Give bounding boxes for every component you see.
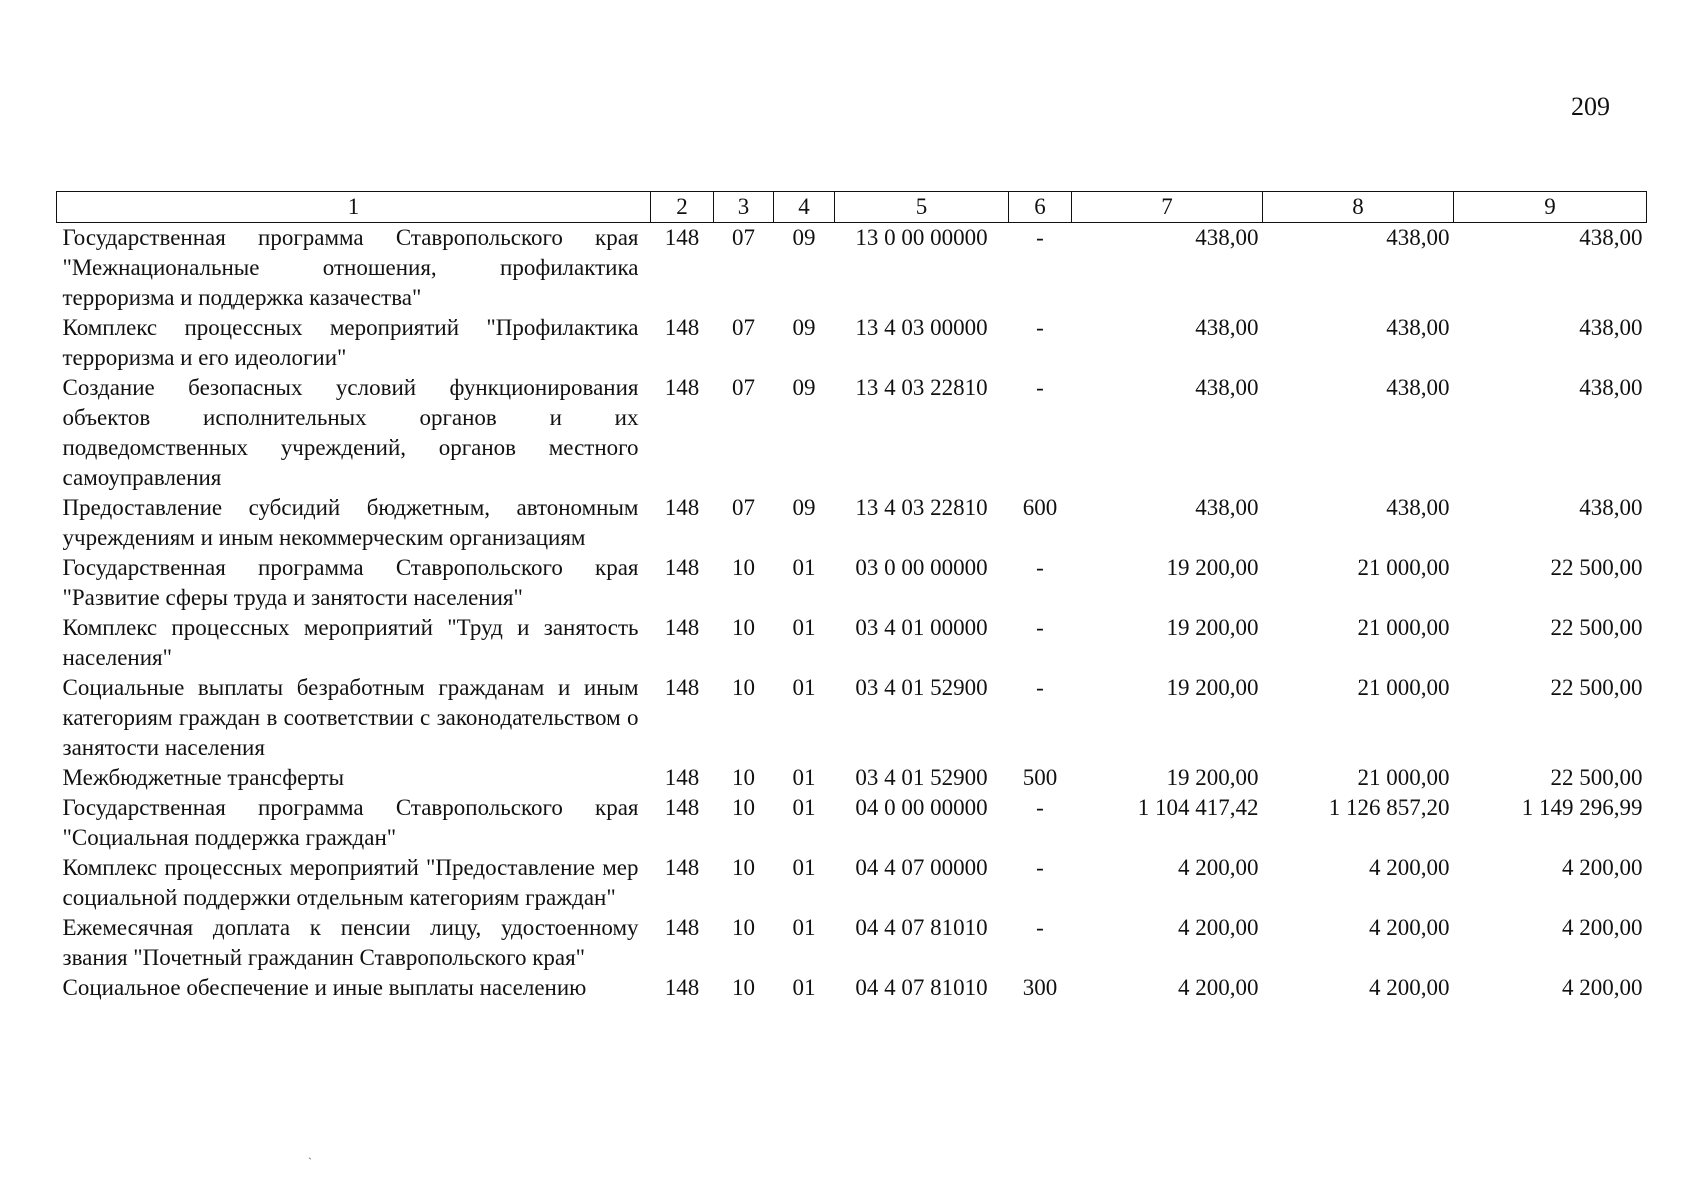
amount-col-9: 4 200,00 [1562, 855, 1643, 880]
amount-col-8: 21 000,00 [1357, 765, 1450, 790]
amount-col-9: 22 500,00 [1550, 675, 1643, 700]
amount-col-8: 21 000,00 [1357, 555, 1450, 580]
scan-artifact: ˎ [308, 1146, 312, 1160]
ministry-code: 148 [664, 555, 700, 580]
amount-col-7: 19 200,00 [1166, 765, 1259, 790]
amount-col-7: 438,00 [1195, 315, 1259, 340]
column-header: 6 [1009, 192, 1072, 223]
amount-col-7: 19 200,00 [1166, 675, 1259, 700]
ministry-code: 148 [664, 765, 700, 790]
amount-col-8: 438,00 [1386, 375, 1450, 400]
expense-type-code: - [1036, 675, 1044, 700]
ministry-code: 148 [664, 615, 700, 640]
row-name: Государственная программа Ставропольского края "Межнациональные отношения, профилактика терроризма и поддержка казачества" [62, 225, 639, 310]
target-article-code: 04 0 00 00000 [855, 795, 988, 820]
target-article-code: 04 4 07 81010 [855, 915, 988, 940]
row-name: Комплекс процессных мероприятий "Предоставление мер социальной поддержки отдельным категориям граждан" [62, 855, 639, 910]
section-code: 10 [732, 855, 755, 880]
target-article-code: 13 4 03 22810 [855, 495, 988, 520]
table-row [57, 673, 1647, 763]
row-name: Предоставление субсидий бюджетным, автономным учреждениям и иным некоммерческим организациям [62, 495, 639, 550]
target-article-code: 03 0 00 00000 [855, 555, 988, 580]
amount-col-8: 4 200,00 [1369, 855, 1450, 880]
target-article-code: 03 4 01 52900 [855, 675, 988, 700]
table-row [57, 313, 1647, 373]
amount-col-9: 438,00 [1579, 315, 1643, 340]
expense-type-code: - [1036, 555, 1044, 580]
section-code: 07 [732, 315, 755, 340]
subsection-code: 01 [792, 795, 816, 820]
amount-col-7: 438,00 [1195, 375, 1259, 400]
column-header: 7 [1072, 192, 1263, 223]
page-number: 209 [1571, 92, 1610, 121]
target-article-code: 13 4 03 22810 [855, 375, 988, 400]
subsection-code: 01 [792, 975, 816, 1000]
column-header: 2 [651, 192, 714, 223]
row-name: Создание безопасных условий функционирования объектов исполнительных органов и их подведомственных учреждений, органов местного самоуправления [62, 375, 639, 490]
table-row [57, 853, 1647, 913]
row-name: Комплекс процессных мероприятий "Профилактика терроризма и его идеологии" [62, 315, 639, 370]
amount-col-8: 1 126 857,20 [1328, 795, 1450, 820]
expense-type-code: - [1036, 225, 1044, 250]
ministry-code: 148 [664, 375, 700, 400]
amount-col-7: 19 200,00 [1166, 615, 1259, 640]
amount-col-7: 4 200,00 [1178, 855, 1259, 880]
row-name: Ежемесячная доплата к пенсии лицу, удостоенному звания "Почетный гражданин Ставропольского края" [62, 915, 639, 970]
target-article-code: 04 4 07 00000 [855, 855, 988, 880]
ministry-code: 148 [664, 795, 700, 820]
target-article-code: 13 4 03 00000 [855, 315, 988, 340]
amount-col-8: 438,00 [1386, 225, 1450, 250]
amount-col-7: 1 104 417,42 [1137, 795, 1259, 820]
column-header: 5 [835, 192, 1009, 223]
table-row [57, 913, 1647, 973]
amount-col-8: 438,00 [1386, 315, 1450, 340]
expense-type-code: 300 [1022, 975, 1058, 1000]
subsection-code: 01 [792, 855, 816, 880]
amount-col-7: 19 200,00 [1166, 555, 1259, 580]
target-article-code: 13 0 00 00000 [855, 225, 988, 250]
subsection-code: 01 [792, 915, 816, 940]
amount-col-9: 4 200,00 [1562, 975, 1643, 1000]
target-article-code: 04 4 07 81010 [855, 975, 988, 1000]
column-header: 1 [57, 192, 651, 223]
section-code: 10 [732, 915, 755, 940]
amount-col-8: 438,00 [1386, 495, 1450, 520]
section-code: 10 [732, 765, 755, 790]
table-header [57, 192, 1647, 223]
subsection-code: 09 [792, 225, 816, 250]
amount-col-9: 438,00 [1579, 225, 1643, 250]
header-row [57, 192, 1647, 223]
column-header: 4 [774, 192, 835, 223]
subsection-code: 01 [792, 765, 816, 790]
ministry-code: 148 [664, 855, 700, 880]
section-code: 10 [732, 795, 755, 820]
expense-type-code: - [1036, 615, 1044, 640]
target-article-code: 03 4 01 52900 [855, 765, 988, 790]
row-name: Комплекс процессных мероприятий "Труд и занятость населения" [62, 615, 639, 670]
row-name: Социальное обеспечение и иные выплаты населению [62, 975, 587, 1000]
section-code: 07 [732, 225, 755, 250]
amount-col-7: 4 200,00 [1178, 975, 1259, 1000]
section-code: 10 [732, 555, 755, 580]
subsection-code: 09 [792, 375, 816, 400]
table-row [57, 973, 1647, 1003]
expense-type-code: 600 [1022, 495, 1058, 520]
expense-type-code: 500 [1022, 765, 1058, 790]
table-row [57, 613, 1647, 673]
section-code: 07 [732, 375, 755, 400]
table-row [57, 793, 1647, 853]
table-row [57, 493, 1647, 553]
subsection-code: 01 [792, 675, 816, 700]
ministry-code: 148 [664, 675, 700, 700]
amount-col-8: 4 200,00 [1369, 975, 1450, 1000]
target-article-code: 03 4 01 00000 [855, 615, 988, 640]
row-name: Государственная программа Ставропольского края "Развитие сферы труда и занятости населения" [62, 555, 639, 610]
amount-col-9: 1 149 296,99 [1521, 795, 1643, 820]
amount-col-8: 4 200,00 [1369, 915, 1450, 940]
amount-col-9: 22 500,00 [1550, 555, 1643, 580]
section-code: 10 [732, 975, 755, 1000]
expense-type-code: - [1036, 795, 1044, 820]
row-name: Межбюджетные трансферты [62, 765, 345, 790]
ministry-code: 148 [664, 495, 700, 520]
table-row [57, 763, 1647, 793]
ministry-code: 148 [664, 315, 700, 340]
amount-col-9: 22 500,00 [1550, 615, 1643, 640]
expense-type-code: - [1036, 315, 1044, 340]
section-code: 07 [732, 495, 755, 520]
column-header: 8 [1263, 192, 1454, 223]
amount-col-9: 438,00 [1579, 495, 1643, 520]
amount-col-9: 4 200,00 [1562, 915, 1643, 940]
expense-type-code: - [1036, 375, 1044, 400]
expense-type-code: - [1036, 915, 1044, 940]
amount-col-8: 21 000,00 [1357, 675, 1450, 700]
row-name: Социальные выплаты безработным гражданам и иным категориям граждан в соответствии с законодательством о занятости населения [62, 675, 639, 760]
table-body [57, 223, 1647, 1004]
amount-col-9: 22 500,00 [1550, 765, 1643, 790]
amount-col-7: 438,00 [1195, 495, 1259, 520]
section-code: 10 [732, 675, 755, 700]
amount-col-7: 4 200,00 [1178, 915, 1259, 940]
subsection-code: 09 [792, 495, 816, 520]
table-row [57, 553, 1647, 613]
ministry-code: 148 [664, 975, 700, 1000]
amount-col-8: 21 000,00 [1357, 615, 1450, 640]
subsection-code: 09 [792, 315, 816, 340]
budget-table [56, 191, 1647, 1003]
section-code: 10 [732, 615, 755, 640]
table-row [57, 223, 1647, 314]
subsection-code: 01 [792, 555, 816, 580]
expense-type-code: - [1036, 855, 1044, 880]
ministry-code: 148 [664, 915, 700, 940]
amount-col-7: 438,00 [1195, 225, 1259, 250]
amount-col-9: 438,00 [1579, 375, 1643, 400]
subsection-code: 01 [792, 615, 816, 640]
row-name: Государственная программа Ставропольского края "Социальная поддержка граждан" [62, 795, 639, 850]
table-row [57, 373, 1647, 493]
column-header: 9 [1454, 192, 1647, 223]
ministry-code: 148 [664, 225, 700, 250]
column-header: 3 [714, 192, 774, 223]
